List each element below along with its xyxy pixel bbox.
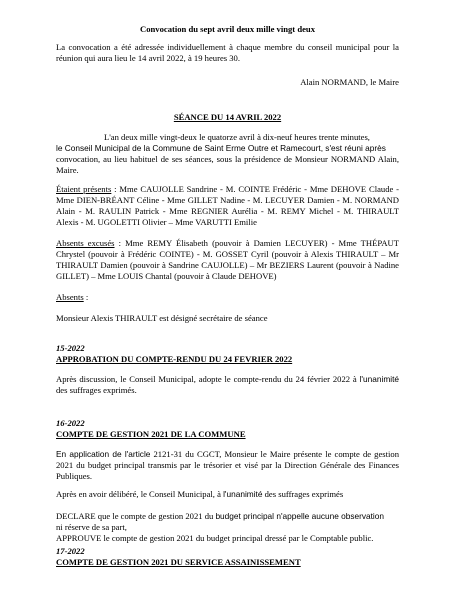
item-title: APPROBATION DU COMPTE-RENDU DU 24 FEVRIER 2022: [56, 354, 293, 364]
item-text-part: des suffrages exprimés: [262, 489, 344, 499]
seance-intro-line2: le Conseil Municipal de la Commune de Saint Erme Outre et Ramecourt, s'est réuni après: [56, 143, 386, 153]
item-number: 15-2022: [56, 343, 85, 353]
presents-paragraph: [56, 184, 399, 228]
secretaire-text: Monsieur Alexis THIRAULT est désigné secrétaire de séance: [56, 313, 268, 323]
convocation-text: La convocation a été adressée individuellement à chaque membre du conseil municipal pour la réunion qui aura lieu le 14 avril 2022, à 19 heures 30.: [56, 42, 399, 63]
item-text-part: des suffrages exprimés.: [56, 385, 137, 395]
item-text: [56, 449, 399, 482]
absents-text: :: [83, 292, 89, 302]
item-text-unanimite: l'unanimité: [223, 489, 263, 499]
item-text-part: Après discussion, le Conseil Municipal, adopte le compte-rendu du 24 février 2022 à: [56, 374, 357, 384]
excuses-paragraph: [56, 238, 399, 282]
item-text-article: En application de l'article: [56, 449, 151, 459]
item-text-observation: budget principal n'appelle aucune observation: [215, 511, 385, 521]
item-number: 16-2022: [56, 418, 85, 428]
item-title: COMPTE DE GESTION 2021 DE LA COMMUNE: [56, 429, 246, 439]
seance-title: SÉANCE DU 14 AVRIL 2022: [173, 112, 282, 122]
item-text: [56, 374, 399, 396]
presents-text: : Mme CAUJOLLE Sandrine - M. COINTE Frédéric - Mme DEHOVE Claude - Mme DIEN-BRÉANT Céline - Mme GILLET Nadine - M. LECUYER Damien - M. NORMAND Alain - M. RAULIN Patrick - Mme REGNIER Aurélia - M. REMY Michel - M. THIRAULT Alexis - M. UGOLETTI Olivier – Mme VARUTTI Emilie: [56, 184, 400, 227]
excuses-text: : Mme REMY Élisabeth (pouvoir à Damien LECUYER) - Mme THÉPAUT Chrystel (pouvoir à Frédéric COINTE) - M. GOSSET Cyril (pouvoir à Alexis THIRAULT – Mr THIRAULT Damien (pouvoir à Sandrine CAUJOLLE) – Mr BEZIERS Laurent (pouvoir à Nadine GILLET) – Mme LOUIS Chantal (pouvoir à Claude DEHOVE): [56, 238, 399, 281]
seance-intro: [56, 132, 399, 176]
item-text-part: Après en avoir délibéré, le Conseil Municipal, à: [56, 489, 224, 499]
item-title: COMPTE DE GESTION 2021 DU SERVICE ASSAINISSEMENT: [56, 557, 301, 567]
item-text-part: 2121-31 du CGCT, Monsieur le Maire présente le compte de gestion 2021 du budget principal transmis par le trésorier et visé par la Direction Générale des Finances Publiques.: [56, 449, 399, 481]
item-declare: [56, 511, 399, 544]
absents-paragraph: [56, 292, 399, 303]
absents-label: Absents: [56, 292, 84, 302]
seance-intro-line1: L'an deux mille vingt-deux le quatorze avril à dix-neuf heures trente minutes,: [104, 132, 370, 142]
convocation-signature: Alain NORMAND, le Maire: [300, 77, 399, 87]
presents-label: Étaient présents: [56, 184, 112, 194]
item-text-part: DECLARE que le compte de gestion 2021 du: [56, 511, 216, 521]
item-number: 17-2022: [56, 546, 85, 556]
convocation-title: Convocation du sept avril deux mille vingt deux: [140, 24, 315, 34]
seance-intro-line3: convocation, au lieu habituel de ses séances, sous la présidence de Monsieur NORMAND Alain, Maire.: [56, 154, 399, 175]
item-deliberation: [56, 489, 399, 500]
excuses-label: Absents excusés: [56, 238, 115, 248]
item-approuve: APPROUVE le compte de gestion 2021 du budget principal dressé par le Comptable public.: [56, 533, 374, 543]
item-text-part: ni réserve de sa part,: [56, 522, 127, 532]
item-text-unanimite: l'unanimité: [359, 374, 399, 384]
